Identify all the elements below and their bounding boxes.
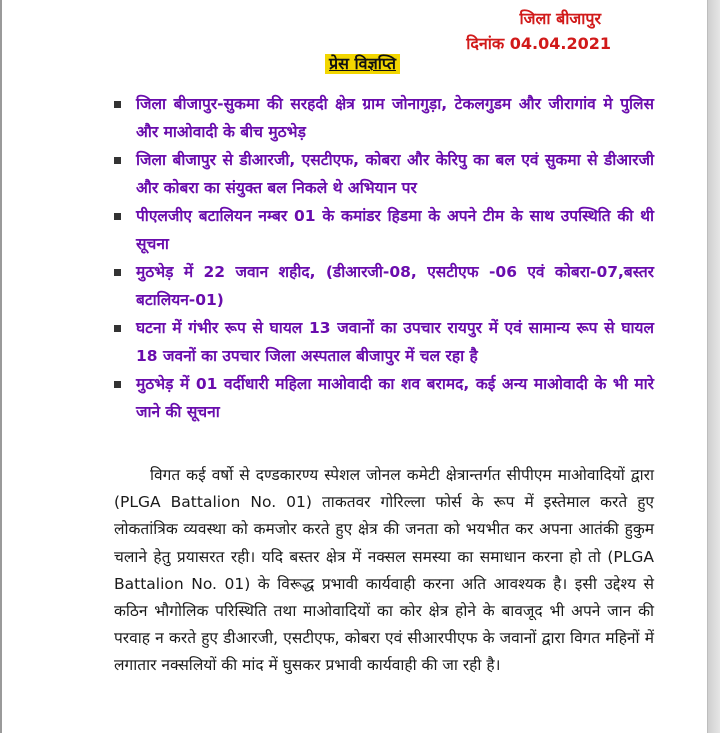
square-bullet-icon: [114, 381, 121, 388]
body-paragraph: विगत कई वर्षो से दण्डकारण्य स्पेशल जोनल कमेटी क्षेत्रान्तर्गत सीपीएम माओवादियों द्वारा (PLGA Battalion No. 01) ताकतवर गोरिल्ला फोर्स के रूप में इस्तेमाल करते हुए लोकतांत्रिक व्यवस्था को कमजोर करते हुए क्षेत्र की जनता को भयभीत कर अपना आतंकी हुकुम चलाने हेतु प्रयासरत रही। यदि बस्तर क्षेत्र में नक्सल समस्या का समाधान करना हो तो (PLGA Battalion No. 01) के विरूद्ध प्रभावी कार्यवाही करना अति आवश्यक है। इसी उद्देश्य से कठिन भौगोलिक परिस्थिति तथा माओवादियों का कोर क्षेत्र होने के बावजूद भी अपने जान की परवाह न करते हुए डीआरजी, एसटीएफ, कोबरा एवं सीआरपीएफ के जवानों द्वारा विगत महिनों में लगातार नक्सलियों की मांद में घुसकर प्रभावी कार्यवाही की जा रही है।: [114, 466, 654, 675]
list-item: [114, 90, 654, 146]
list-item: [114, 258, 654, 314]
list-item-text: जिला बीजापुर से डीआरजी, एसटीएफ, कोबरा और केरिपु का बल एवं सुकमा से डीआरजी और कोबरा का संयुक्त बल निकले थे अभियान पर: [136, 151, 654, 197]
list-item: [114, 146, 654, 202]
list-item: [114, 370, 654, 426]
list-item-text: मुठभेड़ में 22 जवान शहीद, (डीआरजी-08, एसटीएफ -06 एवं कोबरा-07,बस्तर बटालियन-01): [136, 263, 654, 309]
document-title: प्रेस विज्ञप्ति: [325, 54, 400, 74]
district-name: जिला बीजापुर: [519, 9, 601, 28]
page-edge: [708, 0, 720, 733]
bullet-list: [114, 90, 654, 426]
square-bullet-icon: [114, 213, 121, 220]
list-item-text: घटना में गंभीर रूप से घायल 13 जवानों का उपचार रायपुर में एवं सामान्य रूप से घायल 18 जवनों का उपचार जिला अस्पताल बीजापुर में चल रहा है: [136, 319, 654, 365]
list-item: [114, 314, 654, 370]
release-date: दिनांक 04.04.2021: [466, 34, 611, 53]
list-item-text: मुठभेड़ में 01 वर्दीधारी महिला माओवादी का शव बरामद, कई अन्य माओवादी के भी मारे जाने की सूचना: [136, 375, 654, 421]
square-bullet-icon: [114, 101, 121, 108]
square-bullet-icon: [114, 269, 121, 276]
list-item-text: जिला बीजापुर-सुकमा की सरहदी क्षेत्र ग्राम जोनागुड़ा, टेकलगुडम और जीरागांव मे पुलिस और माओवादी के बीच मुठभेड़: [136, 95, 654, 141]
square-bullet-icon: [114, 157, 121, 164]
square-bullet-icon: [114, 325, 121, 332]
header: [466, 6, 611, 56]
list-item-text: पीएलजीए बटालियन नम्बर 01 के कमांडर हिडमा के अपने टीम के साथ उपस्थिति की थी सूचना: [136, 207, 654, 253]
list-item: [114, 202, 654, 258]
